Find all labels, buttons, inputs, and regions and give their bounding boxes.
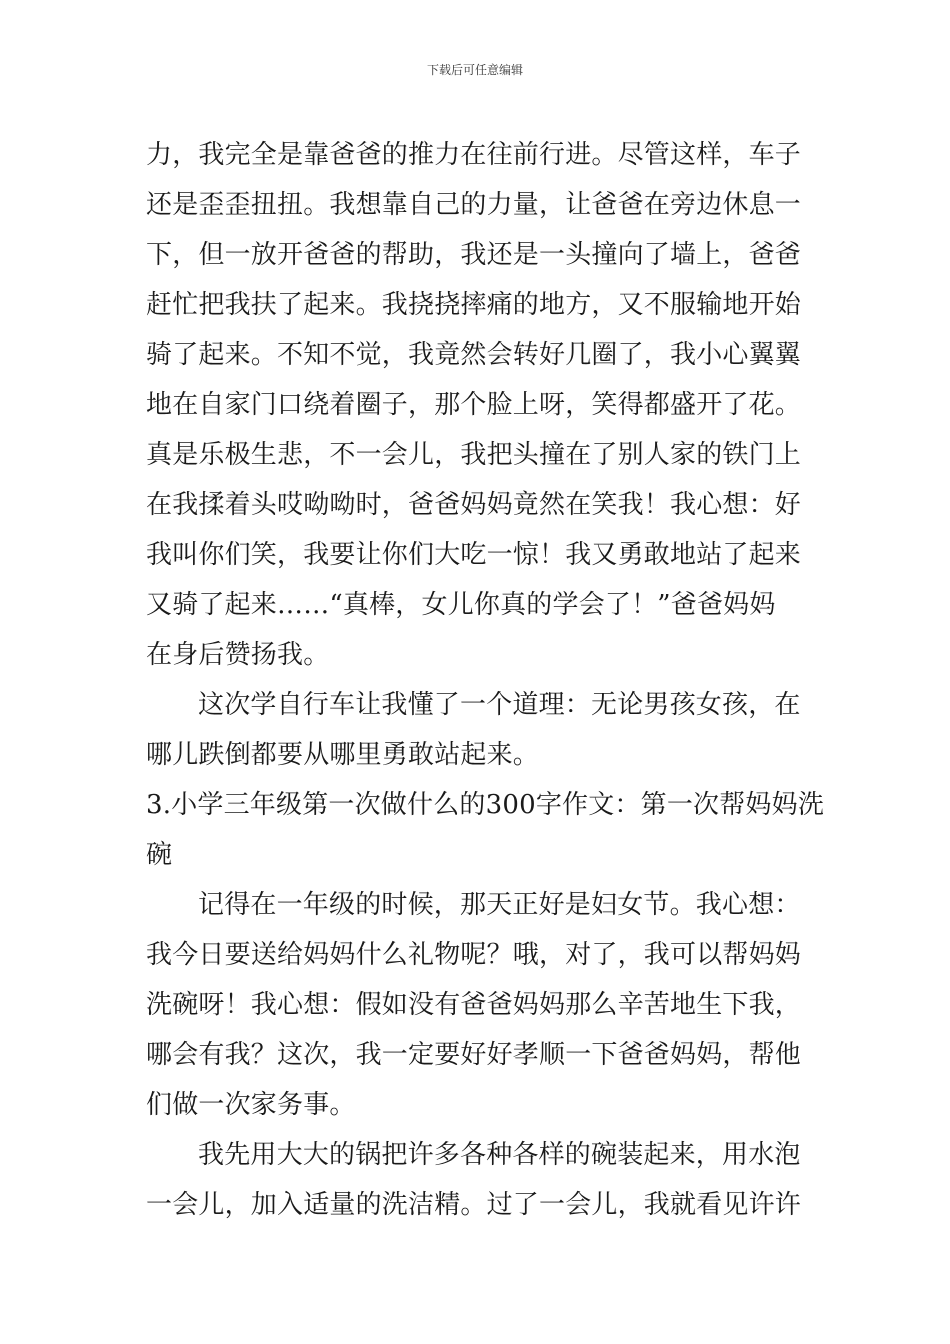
text-line: 洗碗呀！我心想：假如没有爸爸妈妈那么辛苦地生下我， (146, 990, 802, 1020)
text-line: 哪会有我？这次，我一定要好好孝顺一下爸爸妈妈，帮他 (146, 1040, 802, 1070)
text-line: 在我揉着头哎呦呦时，爸爸妈妈竟然在笑我！我心想：好 (146, 490, 802, 520)
text-line: 骑了起来。不知不觉，我竟然会转好几圈了，我小心翼翼 (146, 340, 802, 370)
text-line: 我叫你们笑，我要让你们大吃一惊！我又勇敢地站了起来 (146, 540, 802, 570)
section-heading-continued: 碗 (146, 840, 173, 870)
text-line: 赶忙把我扶了起来。我挠挠摔痛的地方，又不服输地开始 (146, 290, 802, 320)
paragraph-first-line: 这次学自行车让我懂了一个道理：无论男孩女孩，在 (198, 690, 801, 720)
text-line: 又骑了起来……“真棒，女儿你真的学会了！”爸爸妈妈 (146, 590, 776, 620)
text-line: 我今日要送给妈妈什么礼物呢？哦，对了，我可以帮妈妈 (146, 940, 802, 970)
text-line: 地在自家门口绕着圈子，那个脸上呀，笑得都盛开了花。 (146, 390, 802, 420)
text-line: 们做一次家务事。 (146, 1090, 356, 1120)
text-line: 力，我完全是靠爸爸的推力在往前行进。尽管这样，车子 (146, 140, 802, 170)
text-line: 在身后赞扬我。 (146, 640, 330, 670)
text-line: 还是歪歪扭扭。我想靠自己的力量，让爸爸在旁边休息一 (146, 190, 802, 220)
document-body (146, 130, 825, 1230)
page-header: 下载后可任意编辑 (426, 63, 523, 77)
section-heading: 3.小学三年级第一次做什么的300字作文：第一次帮妈妈洗 (146, 790, 825, 820)
text-line: 真是乐极生悲，不一会儿，我把头撞在了别人家的铁门上 (146, 440, 802, 470)
text-line: 一会儿，加入适量的洗洁精。过了一会儿，我就看见许许 (146, 1190, 802, 1220)
text-line: 下，但一放开爸爸的帮助，我还是一头撞向了墙上，爸爸 (146, 240, 802, 270)
paragraph-first-line: 我先用大大的锅把许多各种各样的碗装起来，用水泡 (198, 1140, 801, 1170)
text-line: 哪儿跌倒都要从哪里勇敢站起来。 (146, 740, 540, 770)
paragraph-first-line: 记得在一年级的时候，那天正好是妇女节。我心想： (198, 890, 801, 920)
